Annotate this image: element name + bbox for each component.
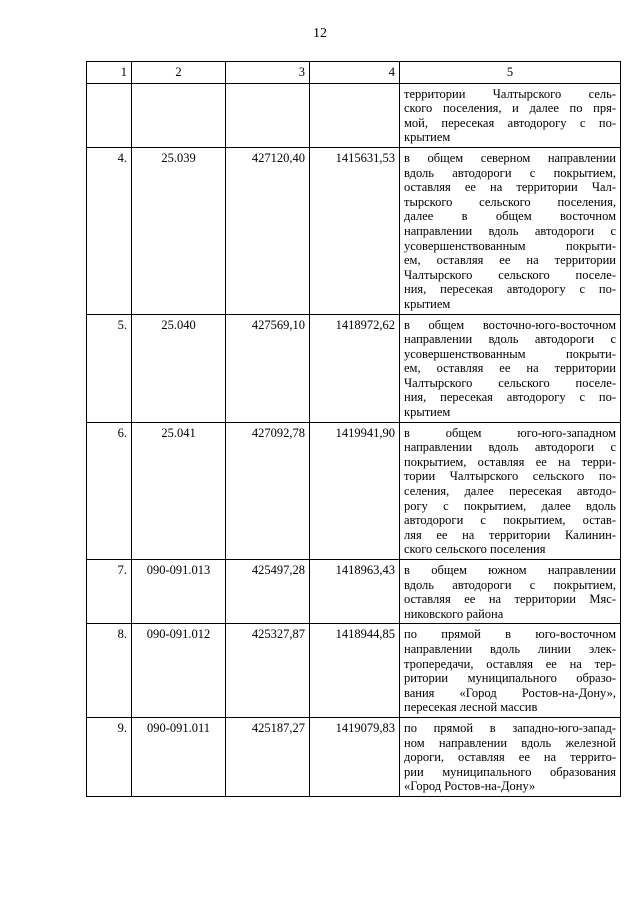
point-code: 090-091.011: [132, 717, 226, 796]
coord-y: [310, 83, 400, 147]
table-header-row: [87, 62, 621, 84]
coord-x: 427569,10: [226, 314, 310, 422]
description-line: в общем северном направлении: [404, 150, 616, 165]
table-row: [87, 624, 621, 718]
description-line: далее в общем восточном: [404, 209, 616, 224]
description-line: покрытием, оставляя ее на терри-: [404, 454, 616, 469]
point-code: 25.040: [132, 314, 226, 422]
description-line: крытием: [404, 296, 451, 311]
coord-y: 1419079,83: [310, 717, 400, 796]
coord-y: 1418972,62: [310, 314, 400, 422]
point-code: 25.041: [132, 422, 226, 559]
description-line: по прямой в юго-восточном: [404, 627, 616, 642]
table-body: [87, 83, 621, 796]
table-row: [87, 560, 621, 624]
description-line: тырского сельского поселения,: [404, 194, 616, 209]
description-line: мой, пересекая автодорогу с по-: [404, 115, 616, 130]
boundary-description: [400, 624, 621, 718]
point-code: 090-091.013: [132, 560, 226, 624]
column-header: 3: [226, 62, 310, 84]
row-number: 6.: [87, 422, 132, 559]
description-line: усовершенствованным покрыти-: [404, 238, 616, 253]
description-line: ем, оставляя ее на территории: [404, 253, 616, 268]
table-row: [87, 147, 621, 314]
description-line: дороги, оставляя ее на террито-: [404, 750, 616, 765]
description-line: ляя ее на территории Калинин-: [404, 527, 616, 542]
description-line: по прямой в западно-юго-запад-: [404, 720, 616, 735]
description-line: ния, пересекая автодорогу с по-: [404, 282, 616, 297]
description-line: в общем южном направлении: [404, 563, 616, 577]
row-number: 5.: [87, 314, 132, 422]
boundary-description: [400, 83, 621, 147]
table-row: [87, 83, 621, 147]
table-row: [87, 422, 621, 559]
description-line: «Город Ростов-на-Дону»: [404, 779, 536, 794]
description-line: пересекая лесной массив: [404, 700, 538, 715]
description-line: крытием: [404, 130, 451, 145]
row-number: 9.: [87, 717, 132, 796]
point-code: 25.039: [132, 147, 226, 314]
description-line: в общем юго-юго-западном: [404, 425, 616, 440]
column-header: 1: [87, 62, 132, 84]
description-line: в общем восточно-юго-восточном: [404, 317, 616, 332]
description-line: рии муниципального образования: [404, 764, 616, 779]
boundary-description: [400, 147, 621, 314]
coord-x: 427092,78: [226, 422, 310, 559]
description-line: ния, пересекая автодорогу с по-: [404, 390, 616, 405]
boundary-description: [400, 717, 621, 796]
point-code: 090-091.012: [132, 624, 226, 718]
description-line: оставляя ее на территории Мяс-: [404, 592, 616, 607]
column-header: 2: [132, 62, 226, 84]
description-line: направлении вдоль автодороги с: [404, 332, 616, 347]
row-number: 7.: [87, 560, 132, 624]
description-line: никовского района: [404, 606, 504, 621]
description-line: крытием: [404, 405, 451, 420]
description-line: вдоль автодороги с покрытием,: [404, 577, 616, 592]
description-line: селения, далее пересекая автодо-: [404, 484, 616, 499]
description-line: направлении вдоль автодороги с: [404, 223, 616, 238]
description-line: усовершенствованным покрыти-: [404, 346, 616, 361]
table-row: [87, 717, 621, 796]
coord-x: 425187,27: [226, 717, 310, 796]
description-line: Чалтырского сельского поселе-: [404, 375, 616, 390]
description-line: автодороги с покрытием, остав-: [404, 513, 616, 528]
coord-y: 1415631,53: [310, 147, 400, 314]
description-line: ского сельского поселения: [404, 542, 546, 557]
coord-x: [226, 83, 310, 147]
description-line: ского поселения, и далее по пря-: [404, 101, 616, 116]
column-header: 4: [310, 62, 400, 84]
table-row: [87, 314, 621, 422]
boundary-table: [86, 61, 621, 797]
row-number: 4.: [87, 147, 132, 314]
description-line: территории Чалтырского сель-: [404, 86, 616, 101]
coord-y: 1418944,85: [310, 624, 400, 718]
description-line: тории Чалтырского сельского по-: [404, 469, 616, 484]
description-line: ном направлении вдоль железной: [404, 735, 616, 750]
column-header: 5: [400, 62, 621, 84]
row-number: 8.: [87, 624, 132, 718]
description-line: тропередачи, оставляя ее на тер-: [404, 656, 616, 671]
boundary-description: [400, 560, 621, 624]
coord-y: 1419941,90: [310, 422, 400, 559]
coord-x: 427120,40: [226, 147, 310, 314]
description-line: вдоль автодороги с покрытием,: [404, 165, 616, 180]
row-number: [87, 83, 132, 147]
description-line: ритории муниципального образо-: [404, 671, 616, 686]
page-number: 12: [313, 26, 327, 41]
description-line: вания «Город Ростов-на-Дону»,: [404, 685, 616, 700]
description-line: направлении вдоль линии элек-: [404, 641, 616, 656]
description-line: ем, оставляя ее на территории: [404, 361, 616, 376]
description-line: рогу с покрытием, далее вдоль: [404, 498, 616, 513]
point-code: [132, 83, 226, 147]
description-line: оставляя ее на территории Чал-: [404, 180, 616, 195]
boundary-description: [400, 422, 621, 559]
coord-x: 425327,87: [226, 624, 310, 718]
description-line: направлении вдоль автодороги с: [404, 440, 616, 455]
boundary-description: [400, 314, 621, 422]
coord-y: 1418963,43: [310, 560, 400, 624]
description-line: Чалтырского сельского поселе-: [404, 267, 616, 282]
coord-x: 425497,28: [226, 560, 310, 624]
